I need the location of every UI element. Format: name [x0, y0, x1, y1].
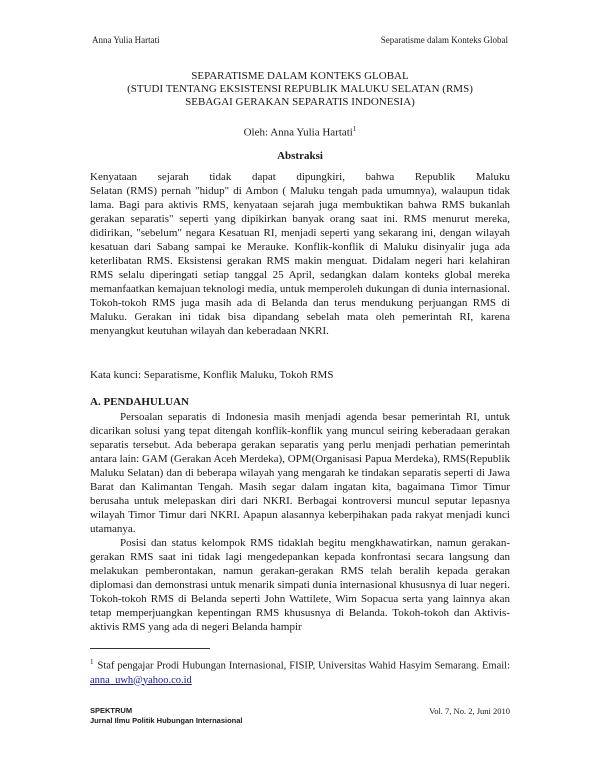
- abstract-first-line: Kenyataan sejarah tidak dapat dipungkiri, bahwa Republik Maluku: [90, 171, 510, 183]
- byline-text: Oleh: Anna Yulia Hartati: [243, 126, 353, 139]
- running-header-author: Anna Yulia Hartati: [92, 35, 160, 45]
- footnote-divider: [90, 648, 210, 649]
- paper-title: [0, 70, 600, 109]
- paragraph: Persoalan separatis di Indonesia masih menjadi agenda besar pemerintah RI, untuk dicarikan solusi yang tepat ditengah konflik-konflik yang muncul seiring keberadaan gerakan separatis tersebut. Ada beberapa gerakan separatis yang perlu menjadi perhatian pemerintah antara lain: GAM (Gerakan Aceh Merdeka), OPM(Organisasi Papua Merdeka), RMS(Republik Maluku Selatan) dan di beberapa wilayah yang mengarah ke tindakan separatis seperti di Jawa Barat dan Kalimantan Tengah. Masih segar dalam ingatan kita, bagaimana Timor Timur berusaha untuk melepaskan diri dari NKRI. Berbagai kontroversi muncul seputar lepasnya wilayah Timor Timur dari NKRI. Apapun alasannya keberpihakan pada rakyat menjadi kunci utamanya.: [90, 411, 510, 535]
- paragraph: Posisi dan status kelompok RMS tidaklah begitu mengkhawatirkan, namun gerakan-gerakan RMS saat ini tidak lagi mengedepankan kepada konfrontasi secara langsung dan melakukan pemberontakan, namun gerakan-gerakan RMS telah beralih kepada gerakan diplomasi dan demonstrasi untuk menarik simpati dunia internasional khususnya di luar negeri. Tokoh-tokoh RMS di Belanda seperti John Wattilete, Wim Sopacua serta yang lainnya akan tetap memperjuangkan kepentingan RMS khususnya di Belanda. Tokoh-tokoh dan Aktivis-aktivis RMS yang ada di negeri Belanda hampir: [90, 537, 510, 633]
- running-header-title: Separatisme dalam Konteks Global: [380, 35, 508, 45]
- title-line-3: SEBAGAI GERAKAN SEPARATIS INDONESIA): [185, 96, 415, 108]
- abstract-body: [90, 170, 510, 338]
- journal-footer: [90, 706, 243, 726]
- journal-name: SPEKTRUM: [90, 706, 133, 715]
- footnote: [90, 655, 510, 688]
- section-body: [90, 410, 510, 634]
- email-link[interactable]: anna_uwh@yahoo.co.id: [90, 674, 192, 686]
- keywords: Kata kunci: Separatisme, Konflik Maluku, Tokoh RMS: [90, 369, 334, 381]
- title-line-1: SEPARATISME DALAM KONTEKS GLOBAL: [191, 70, 409, 82]
- section-heading: A. PENDAHULUAN: [90, 396, 189, 408]
- volume-info: Vol. 7, No. 2, Juni 2010: [429, 706, 510, 716]
- footnote-ref[interactable]: 1: [352, 125, 357, 133]
- footnote-text: Staf pengajar Prodi Hubungan Internasional, FISIP, Universitas Wahid Hasyim Semarang. Email:: [97, 660, 510, 672]
- footnote-marker: 1: [90, 658, 94, 666]
- title-line-2: (STUDI TENTANG EKSISTENSI REPUBLIK MALUKU SELATAN (RMS): [127, 83, 473, 95]
- journal-subtitle: Jurnal Ilmu Politik Hubungan Internasional: [90, 716, 243, 725]
- abstract-rest: Selatan (RMS) pernah "hidup" di Ambon ( Maluku tengah pada umumnya), walaupun tidak lama. Bagi para aktivis RMS, kenyataan sejarah juga membuktikan bahwa RMS bukanlah gerakan separatis" seperti yang dipikirkan banyak orang saat ini. RMS menurut mereka, didirikan, "sebelum" negara Kesatuan RI, menjadi seperti yang sekarang ini, dengan wilayah kesatuan dari Sabang sampai ke Merauke. Konflik-konflik di Maluku disinyalir juga ada keterlibatan RMS. Eksistensi gerakan RMS makin menguat. Didalam negeri hari kelahiran RMS selalu diperingati setiap tanggal 25 April, sedangkan dalam konteks global mereka memanfaatkan kemajuan teknologi media, untuk memperoleh dukungan di dunia internasional. Tokoh-tokoh RMS juga masih ada di Belanda dan terus mendukung perjuangan RMS di Maluku. Gerakan ini tidak bisa dipandang sebelah mata oleh pemerintah RI, karena menyangkut keutuhan wilayah dan keberadaan NKRI.: [90, 185, 510, 337]
- abstract-heading: Abstraksi: [277, 150, 323, 162]
- byline: [0, 125, 600, 139]
